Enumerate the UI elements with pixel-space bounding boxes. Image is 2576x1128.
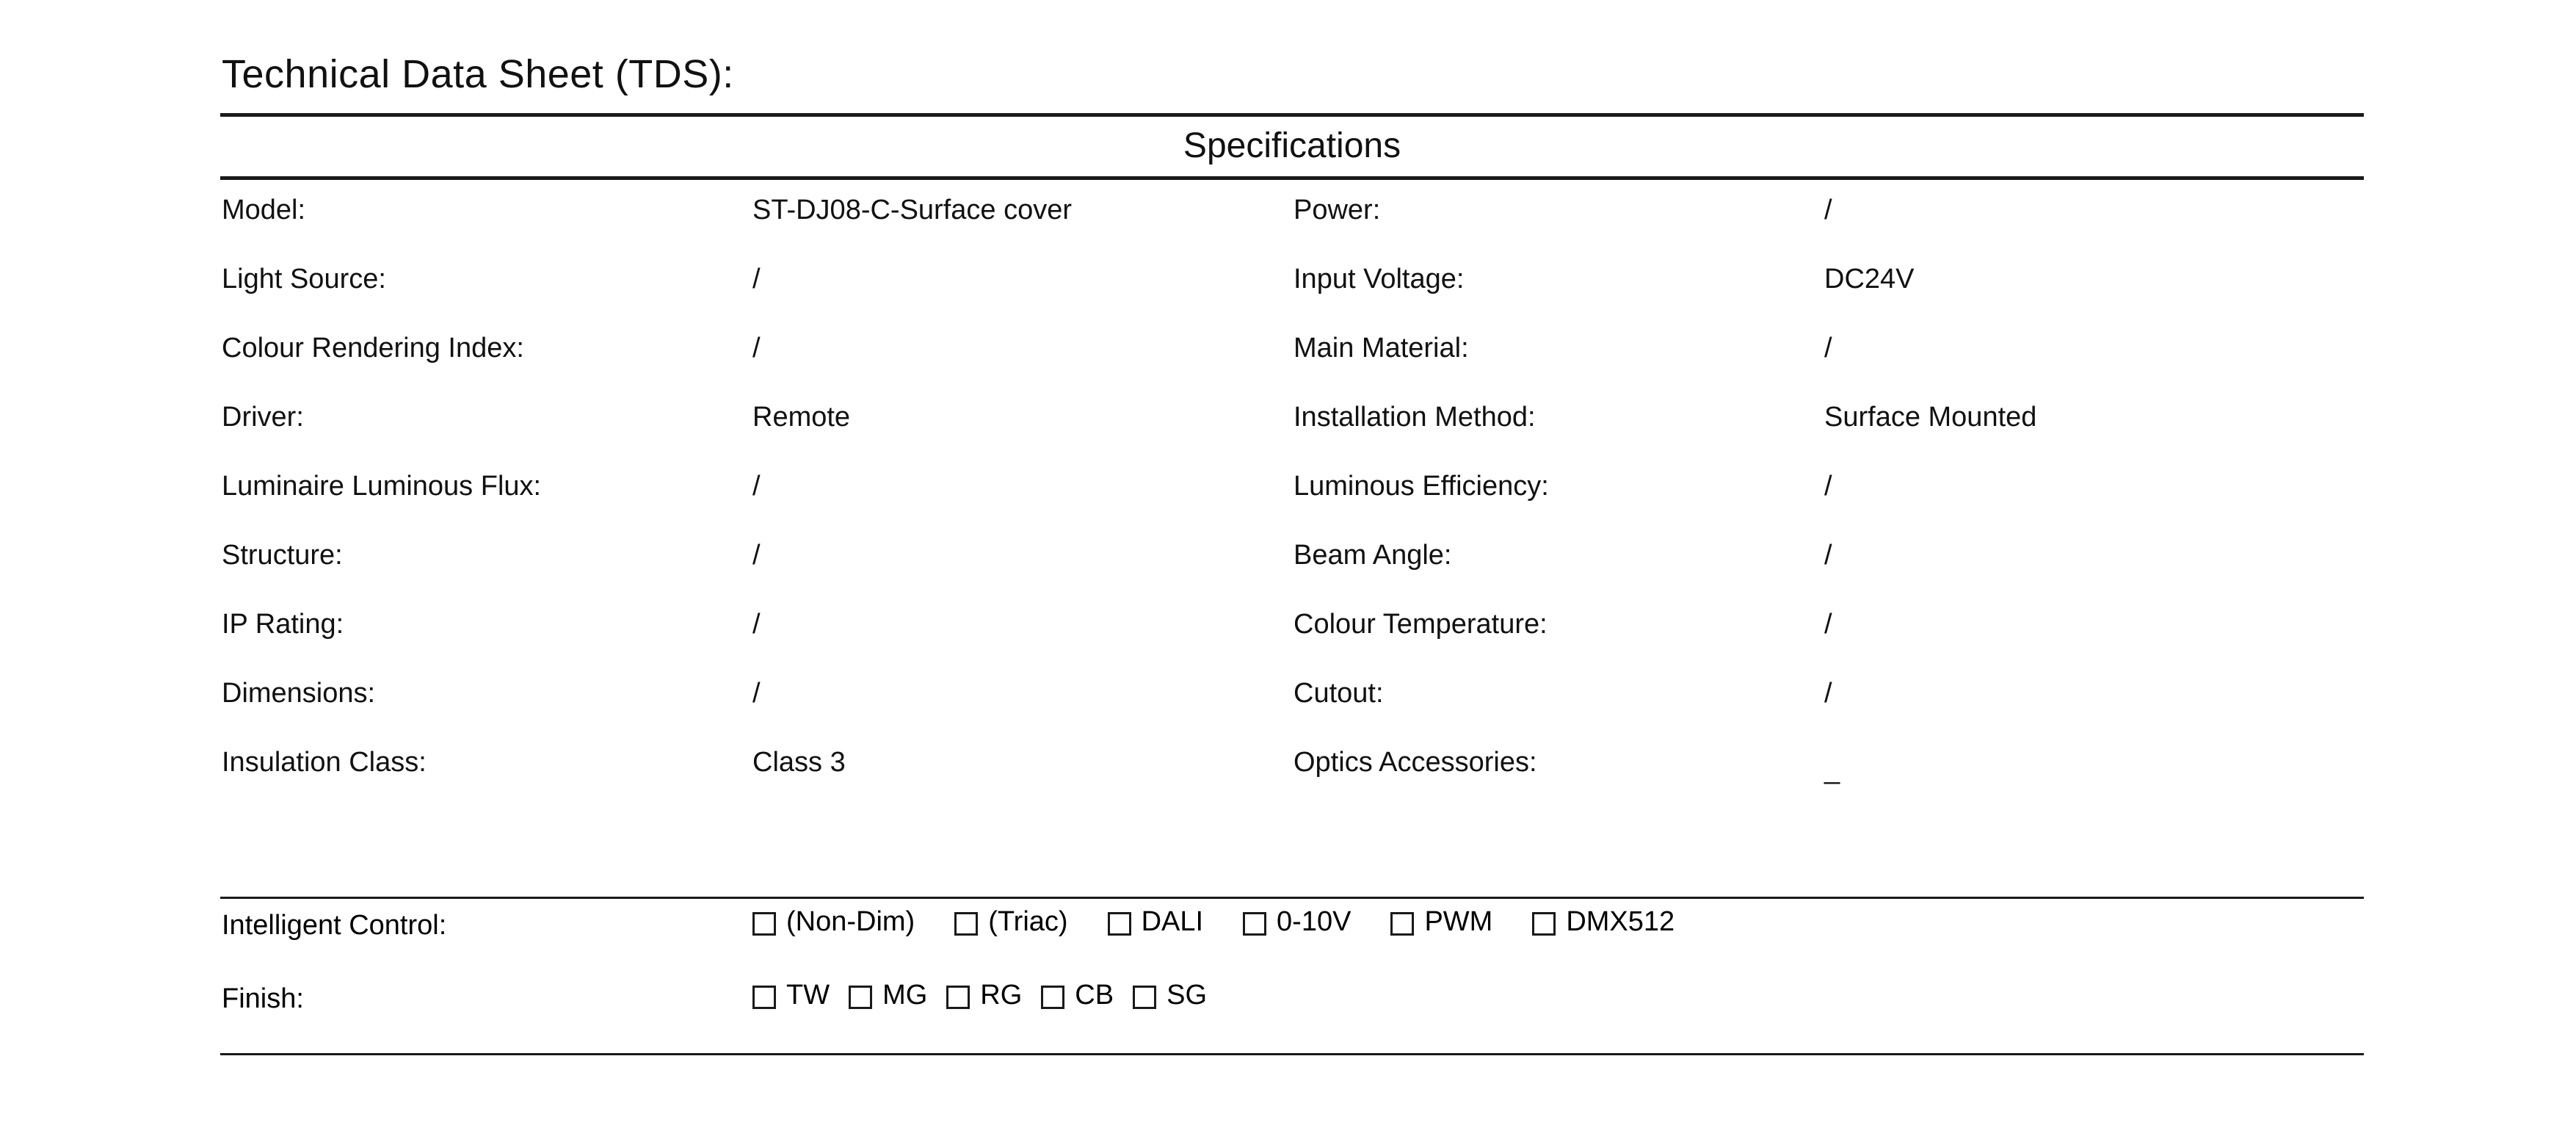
spacer [220, 816, 2364, 897]
spec-label: Optics Accessories: [1294, 747, 1537, 778]
checkbox-icon[interactable] [1108, 912, 1131, 936]
spec-label: Model: [222, 195, 306, 225]
spec-value: ST-DJ08-C-Surface cover [752, 195, 1073, 225]
spec-value: _ [1824, 754, 1840, 785]
checkbox-icon[interactable] [1532, 912, 1556, 936]
checkbox-mg[interactable] [849, 980, 927, 1011]
spec-value: / [1824, 540, 1832, 571]
spec-cell-right [1292, 609, 2364, 640]
spec-label: Light Source: [222, 264, 386, 294]
spec-label: Luminaire Luminous Flux: [222, 471, 542, 502]
intelligent-control-choices [752, 906, 2364, 938]
spec-value: / [752, 540, 761, 571]
spec-label: Cutout: [1294, 678, 1384, 709]
spec-cell-left [220, 333, 1292, 364]
spec-label: Input Voltage: [1294, 264, 1465, 294]
spec-cell-left [220, 471, 1292, 502]
checkbox-sg[interactable] [1133, 980, 1207, 1011]
spec-label: Colour Rendering Index: [222, 333, 524, 364]
finish-label: Finish: [222, 983, 304, 1014]
checkbox-label: TW [786, 980, 830, 1010]
spec-label: IP Rating: [222, 609, 344, 640]
checkbox-dali[interactable] [1108, 906, 1203, 938]
spec-value: / [752, 678, 761, 709]
spec-label: Driver: [222, 402, 304, 433]
intelligent-control-label: Intelligent Control: [222, 909, 447, 941]
spec-value: / [1824, 333, 1832, 364]
spec-value: Remote [752, 402, 851, 433]
checkbox-label: CB [1075, 980, 1114, 1010]
spec-cell-right [1292, 747, 2364, 785]
spec-cell-left [220, 402, 1292, 433]
checkbox-tw[interactable] [752, 980, 830, 1011]
spec-cell-right [1292, 402, 2364, 433]
checkbox-icon[interactable] [946, 986, 970, 1009]
options-section [220, 899, 2364, 1053]
spec-cell-right [1292, 264, 2364, 295]
checkbox-label: SG [1167, 980, 1207, 1010]
table-row [220, 747, 2364, 816]
checkbox-0-10v[interactable] [1243, 906, 1351, 938]
checkbox-icon[interactable] [1041, 986, 1064, 1009]
table-row [220, 540, 2364, 609]
checkbox-icon[interactable] [954, 912, 978, 936]
spec-label: Luminous Efficiency: [1294, 471, 1549, 502]
table-row [220, 678, 2364, 747]
spec-cell-left [220, 747, 1292, 778]
checkbox-icon[interactable] [1390, 912, 1414, 936]
specifications-header: Specifications [1183, 126, 1401, 165]
spec-cell-right [1292, 540, 2364, 571]
spec-value: / [1824, 195, 1832, 225]
spec-cell-left [220, 609, 1292, 640]
spec-cell-left [220, 195, 1292, 226]
spec-cell-right [1292, 333, 2364, 364]
table-row [220, 402, 2364, 471]
checkbox-cb[interactable] [1041, 980, 1114, 1011]
checkbox-non-dim[interactable] [752, 906, 915, 938]
divider-bottom [220, 1053, 2364, 1055]
specifications-table [220, 180, 2364, 816]
spec-value: / [752, 609, 761, 640]
checkbox-icon[interactable] [1133, 986, 1156, 1009]
table-row [220, 264, 2364, 333]
table-row [220, 609, 2364, 678]
spec-label: Main Material: [1294, 333, 1469, 364]
table-row [220, 333, 2364, 402]
finish-row [220, 980, 2364, 1053]
checkbox-icon[interactable] [752, 986, 776, 1009]
spec-value: / [1824, 609, 1832, 640]
checkbox-label: DMX512 [1566, 906, 1675, 937]
checkbox-icon[interactable] [752, 912, 776, 936]
table-row [220, 195, 2364, 264]
spec-cell-right [1292, 195, 2364, 226]
checkbox-label: (Triac) [988, 906, 1068, 937]
finish-choices [752, 980, 2364, 1011]
checkbox-rg[interactable] [946, 980, 1022, 1011]
spec-value: / [752, 333, 761, 364]
checkbox-icon[interactable] [1243, 912, 1266, 936]
tds-sheet [220, 51, 2364, 1055]
page-title: Technical Data Sheet (TDS): [222, 52, 734, 96]
intelligent-control-row [220, 906, 2364, 980]
checkbox-triac[interactable] [954, 906, 1067, 938]
checkbox-dmx512[interactable] [1532, 906, 1675, 938]
checkbox-pwm[interactable] [1390, 906, 1492, 938]
spec-cell-right [1292, 678, 2364, 709]
spec-label: Power: [1294, 195, 1381, 225]
spec-value: / [1824, 471, 1832, 502]
checkbox-label: MG [882, 980, 928, 1010]
spec-value: / [752, 264, 761, 294]
checkbox-label: PWM [1424, 906, 1493, 937]
spec-cell-right [1292, 471, 2364, 502]
spec-label: Colour Temperature: [1294, 609, 1548, 640]
checkbox-icon[interactable] [849, 986, 872, 1009]
spec-value: DC24V [1824, 264, 1915, 294]
spec-label: Beam Angle: [1294, 540, 1452, 571]
spec-label: Installation Method: [1294, 402, 1536, 433]
table-row [220, 471, 2364, 540]
spec-value: Class 3 [752, 747, 846, 778]
checkbox-label: (Non-Dim) [786, 906, 915, 937]
spec-value: / [752, 471, 761, 502]
spec-cell-left [220, 540, 1292, 571]
spec-value: Surface Mounted [1824, 402, 2037, 433]
checkbox-label: DALI [1141, 906, 1204, 937]
spec-value: / [1824, 678, 1832, 709]
spec-cell-left [220, 264, 1292, 295]
spec-cell-left [220, 678, 1292, 709]
spec-label: Structure: [222, 540, 343, 571]
spec-label: Dimensions: [222, 678, 376, 709]
checkbox-label: RG [980, 980, 1023, 1010]
checkbox-label: 0-10V [1277, 906, 1352, 937]
spec-label: Insulation Class: [222, 747, 427, 778]
